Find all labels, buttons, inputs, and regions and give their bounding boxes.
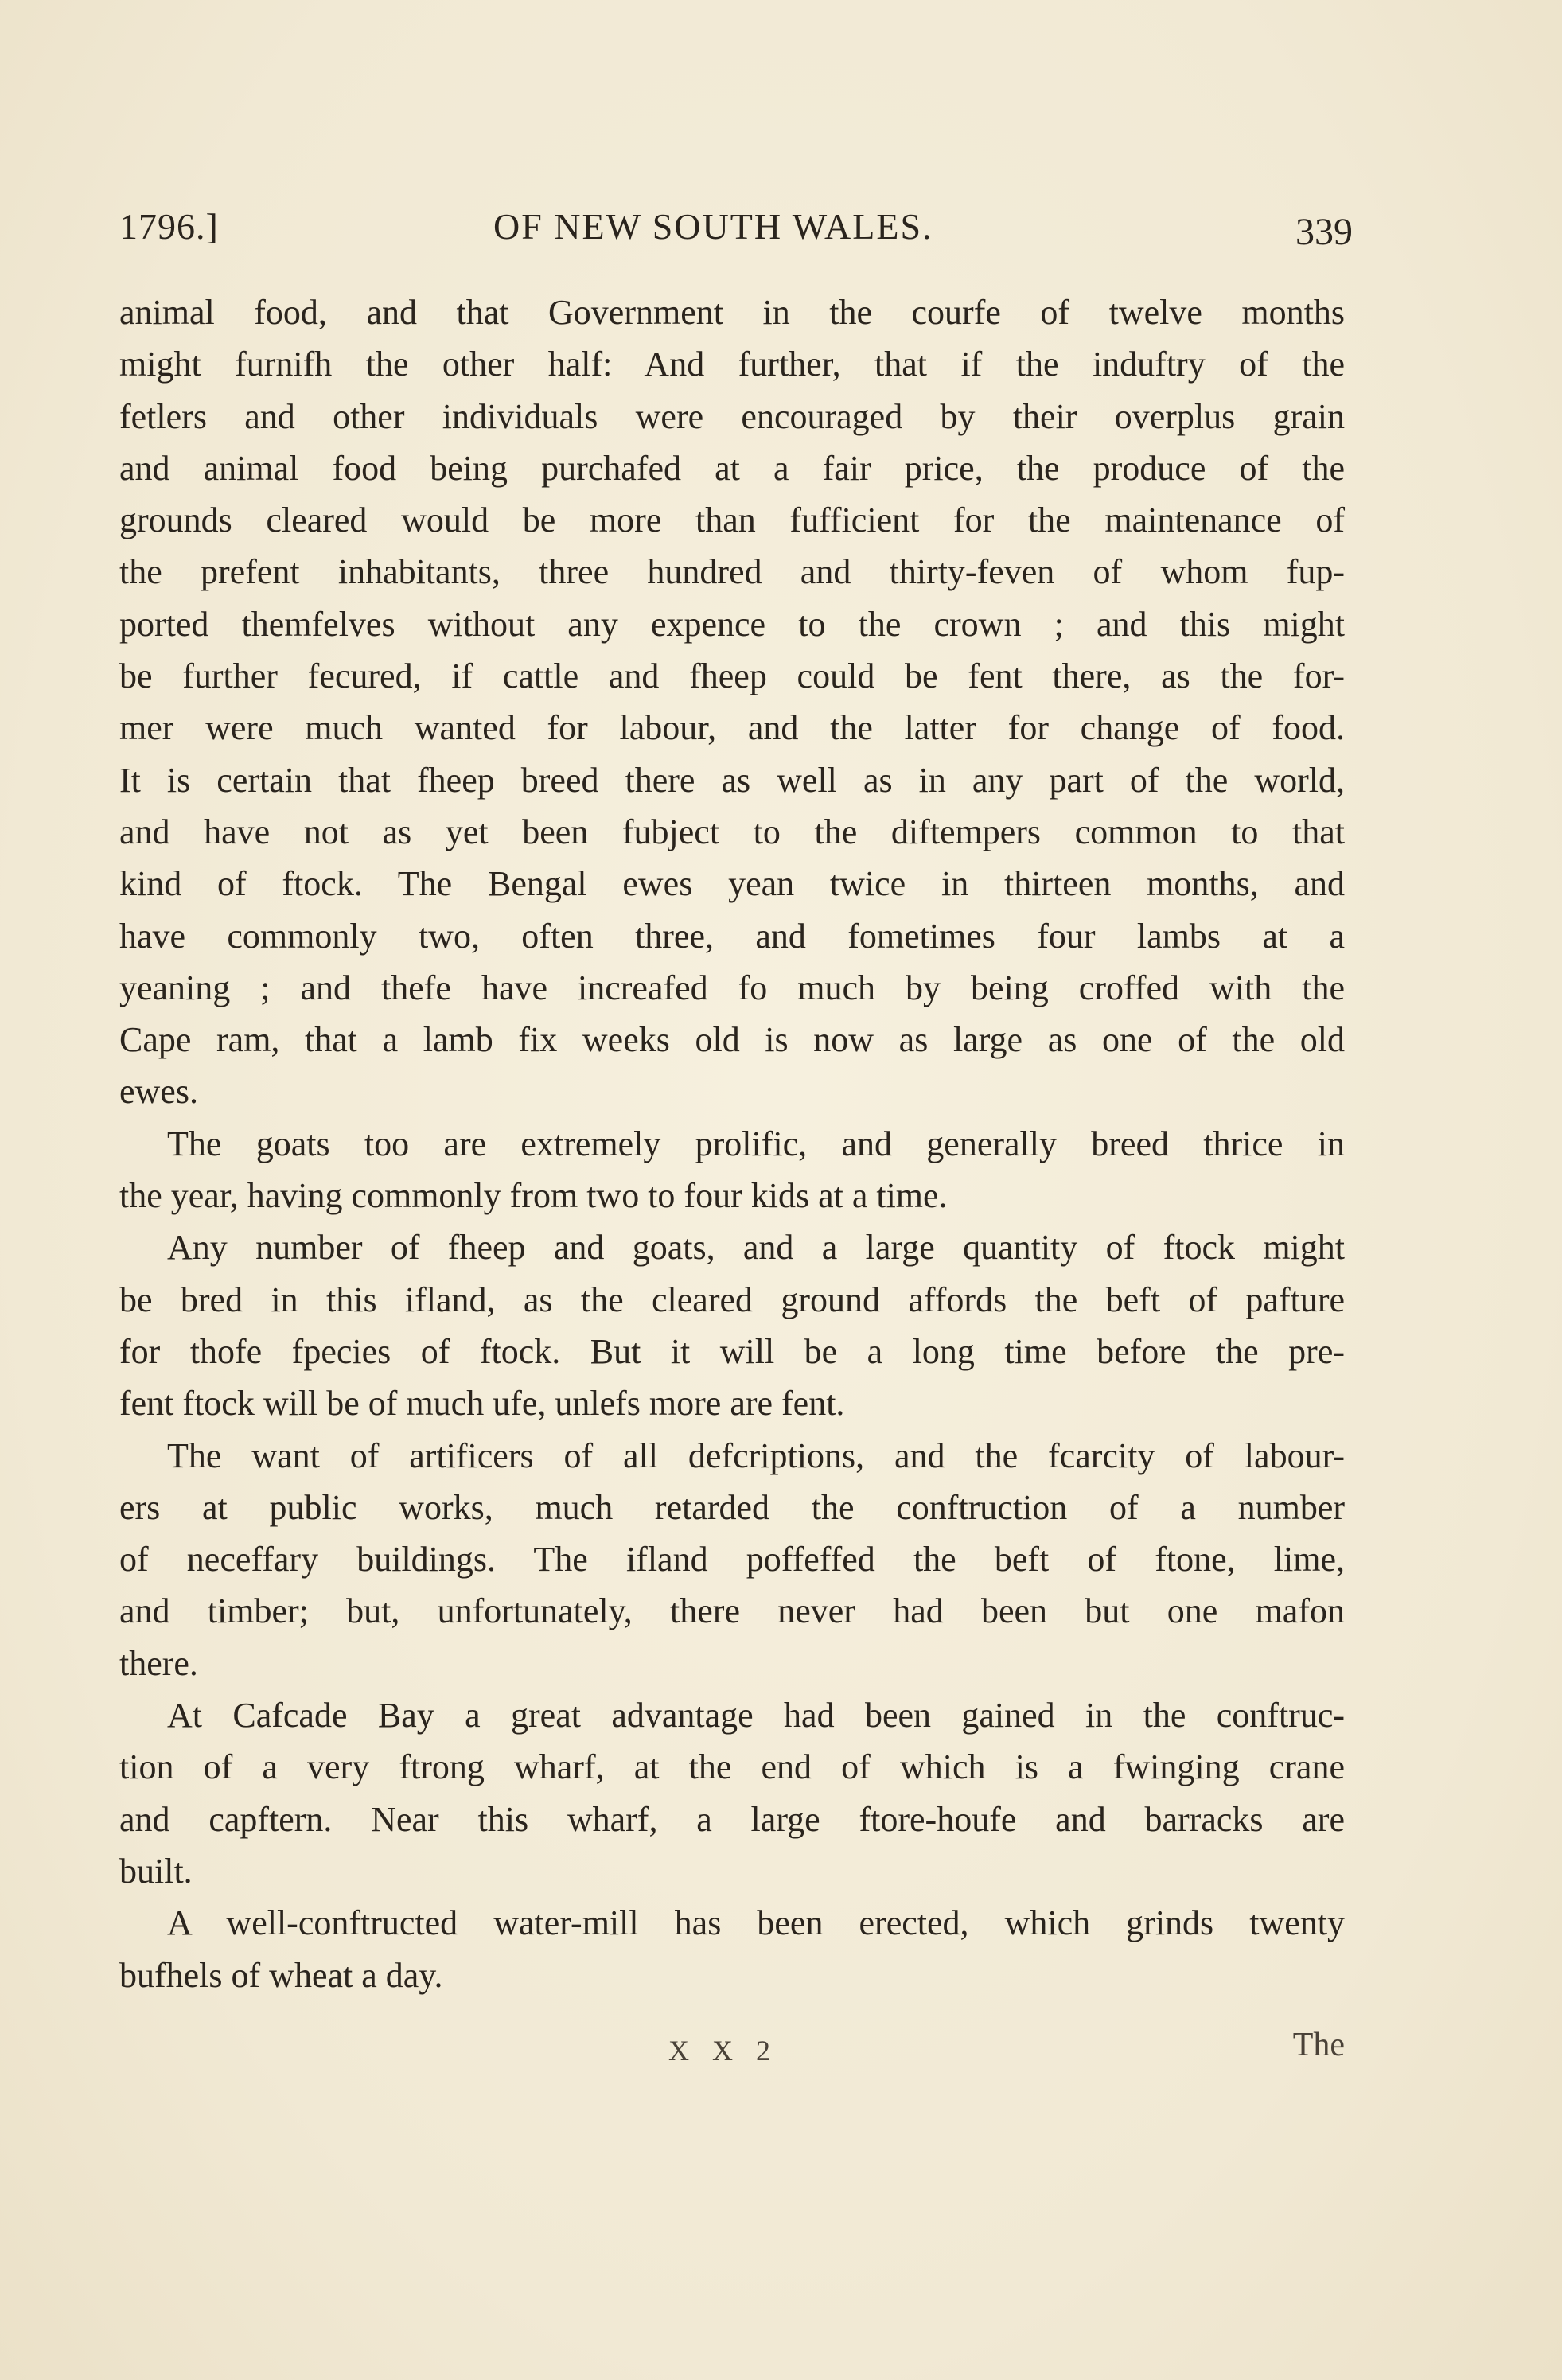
text-line: tion of a very ftrong wharf, at the end of which is a fwinging crane — [119, 1747, 1345, 1787]
text-line: fetlers and other individuals were encouraged by their overplus grain — [119, 396, 1345, 436]
text-line: of neceffary buildings. The ifland poffeffed the beft of ftone, lime, — [119, 1540, 1345, 1580]
text-line: animal food, and that Government in the courfe of twelve months — [119, 293, 1345, 332]
text-line: the prefent inhabitants, three hundred and thirty-feven of whom fup- — [119, 552, 1345, 592]
text-line: It is certain that fheep breed there as well as in any part of the world, — [119, 760, 1345, 800]
running-header — [119, 205, 1353, 261]
text-line: ewes. — [119, 1072, 198, 1112]
text-line: for thofe fpecies of ftock. But it will be a long time before the pre- — [119, 1331, 1345, 1371]
signature-mark: X X 2 — [668, 2035, 778, 2066]
text-line: and have not as yet been fubject to the diftempers common to that — [119, 812, 1345, 851]
catchword: The — [1292, 2027, 1345, 2063]
text-line: and animal food being purchafed at a fair price, the produce of the — [119, 448, 1345, 488]
page-number: 339 — [1295, 211, 1353, 253]
text-line: there. — [119, 1643, 198, 1683]
page-footer — [119, 2021, 1345, 2077]
text-line: have commonly two, often three, and fometimes four lambs at a — [119, 916, 1345, 956]
body-text — [119, 286, 1345, 2001]
text-line: Cape ram, that a lamb fix weeks old is now as large as one of the old — [119, 1020, 1345, 1060]
text-line: grounds cleared would be more than fufficient for the maintenance of — [119, 501, 1345, 540]
text-line: ported themfelves without any expence to the crown ; and this might — [119, 604, 1345, 644]
text-line: The goats too are extremely prolific, and generally breed thrice in — [167, 1124, 1345, 1163]
header-year: 1796.] — [119, 206, 219, 247]
text-line: be bred in this ifland, as the cleared ground affords the beft of pafture — [119, 1280, 1345, 1319]
text-line: Any number of fheep and goats, and a large quantity of ftock might — [167, 1228, 1345, 1268]
text-line: kind of ftock. The Bengal ewes yean twice in thirteen months, and — [119, 864, 1345, 904]
text-line: fent ftock will be of much ufe, unlefs more are fent. — [119, 1384, 845, 1424]
text-line: the year, having commonly from two to four kids at a time. — [119, 1176, 948, 1216]
text-line: yeaning ; and thefe have increafed fo much by being croffed with the — [119, 968, 1345, 1007]
text-line: mer were much wanted for labour, and the latter for change of food. — [119, 708, 1345, 748]
text-line: At Cafcade Bay a great advantage had been gained in the conftruc- — [167, 1696, 1345, 1735]
text-line: ers at public works, much retarded the conftruction of a number — [119, 1487, 1345, 1527]
text-line: and timber; but, unfortunately, there never had been but one mafon — [119, 1591, 1345, 1631]
text-line: might furnifh the other half: And further, that if the induftry of the — [119, 345, 1345, 384]
text-line: bufhels of wheat a day. — [119, 1955, 443, 1995]
text-line: and capftern. Near this wharf, a large ftore-houfe and barracks are — [119, 1799, 1345, 1839]
text-line: built. — [119, 1851, 193, 1891]
text-line: be further fecured, if cattle and fheep could be fent there, as the for- — [119, 656, 1345, 696]
text-line: A well-conftructed water-mill has been erected, which grinds twenty — [167, 1903, 1345, 1943]
text-line: The want of artificers of all defcriptions, and the fcarcity of labour- — [167, 1435, 1345, 1475]
running-title: OF NEW SOUTH WALES. — [493, 206, 933, 247]
